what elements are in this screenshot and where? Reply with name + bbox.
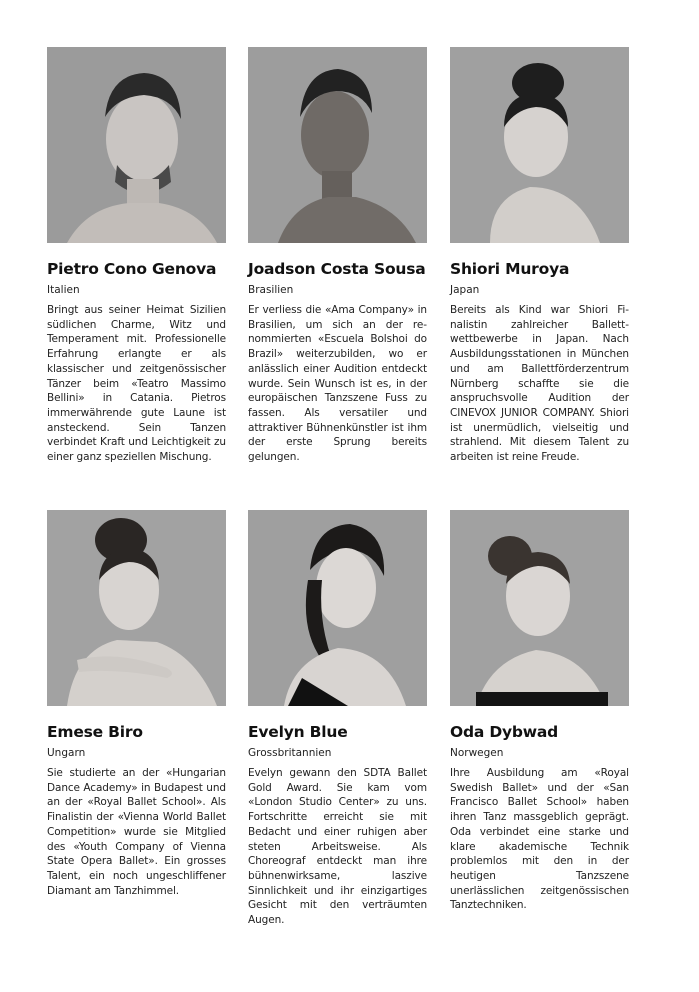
dancer-name: Emese Biro [47,723,143,741]
portrait-silhouette [47,510,226,706]
dancer-bio: Ihre Ausbildung am «Royal Swedish Ballet» und der «San Francisco Ballet School» haben ihren Tanz massgeblich geprägt. Oda verbindet eine starke und klare akademische Technik problemlos mit den in der heutigen Tanzszene unerlässlichen zeitgenössischen Tanztechniken. [450,767,629,912]
dancer-bio: Er verliess die «Ama Company» in Brasilien, um sich an der renommierten «Escuela Bolshoi do Brazil» weiterzubilden, wo er anlässlich einer Audition entdeckt wurde. Sein Wunsch ist es, in der europäischen Tanzszene Fuss zu fassen. Als versatiler und attraktiver Bühnenkünstler ist ihm der erste Sprung bereits gelungen. [248,304,427,464]
dancer-name: Evelyn Blue [248,723,348,741]
dancer-bio: Bringt aus seiner Heimat Sizilien südlichen Charme, Witz und Temperament mit. Professionelle Erfahrung erlangte er als klassischer und zeitgenössischer Tänzer beim «Teatro Massimo Bellini» in Catania. Pietros immerwährende gute Laune ist ansteckend. Sein Tanzen verbindet Kraft und Leichtigkeit zu einer ganz speziellen Mischung. [47,304,226,464]
dancer-photo [450,510,629,706]
portrait-silhouette [47,47,226,243]
dancer-card-pietro [47,47,226,465]
dancer-country: Ungarn [47,747,86,759]
portrait-silhouette [450,510,629,706]
dancer-country: Japan [450,284,480,296]
dancer-card-emese [47,510,226,898]
dancer-card-evelyn [248,510,427,928]
dancer-name: Pietro Cono Genova [47,260,217,278]
dancer-country: Brasilien [248,284,294,296]
dancer-photo [248,47,427,243]
dancer-card-joadson [248,47,427,465]
dancer-name: Joadson Costa Sousa [248,260,426,278]
portrait-silhouette [450,47,629,243]
dancer-card-shiori [450,47,629,465]
dancer-photo [47,510,226,706]
dancer-name: Shiori Muroya [450,260,570,278]
dancer-bio: Sie studierte an der «Hungarian Dance Academy» in Budapest und an der «Royal Ballet School». Als Finalistin der «Vienna World Ballet Competition» wurde sie Mitglied des «Youth Company of Vienna State Opera Ballet». Ein grosses Talent, ein noch ungeschliffener Diamant am Tanzhimmel. [47,767,226,897]
dancer-photo [47,47,226,243]
dancer-country: Italien [47,284,80,296]
dancer-photo [248,510,427,706]
dancer-bio: Bereits als Kind war Shiori Finalistin zahlreicher Ballettwettbewerbe in Japan. Nach Ausbildungsstationen in München und am Ballettförderzentrum Nürnberg schaffte sie die anspruchsvolle Audition der CINEVOX JUNIOR COMPANY. Shiori ist unermüdlich, vielseitig und strahlend. Mit diesem Talent zu arbeiten ist reine Freude. [450,304,629,464]
dancer-country: Norwegen [450,747,504,759]
portrait-silhouette [248,47,427,243]
portrait-silhouette [248,510,427,706]
dancer-bio: Evelyn gewann den SDTA Ballet Gold Award. Sie kam vom «London Studio Center» zu uns. Fortschritte erreicht sie mit Bedacht und einer ruhigen aber steten Arbeitsweise. Als Choreograf entdeckt man ihre bühnenwirksame, laszive Sinnlichkeit und ihr einzigartiges Gesicht mit den verträumten Augen. [248,767,427,927]
dancer-country: Grossbritannien [248,747,332,759]
dancer-name: Oda Dybwad [450,723,559,741]
dancer-card-oda [450,510,629,913]
dancer-photo [450,47,629,243]
